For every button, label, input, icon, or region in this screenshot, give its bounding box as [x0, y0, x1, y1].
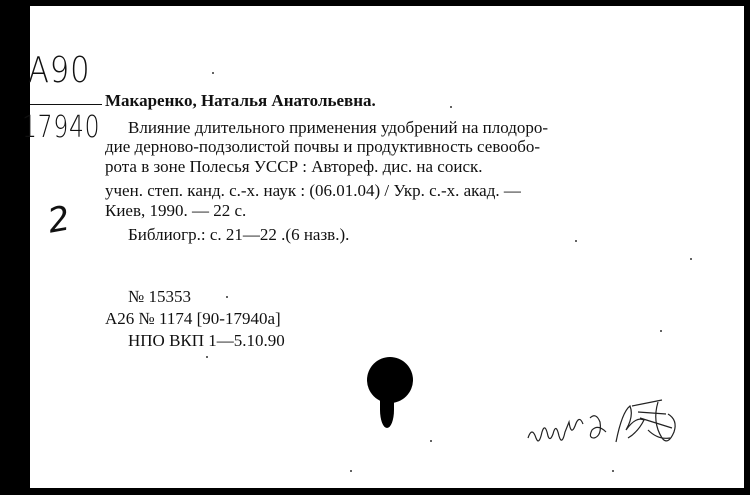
- shelf-mark-top: А90: [28, 50, 91, 91]
- publisher-line: НПО ВКП 1—5.10.90: [128, 331, 285, 350]
- title-line: учен. степ. канд. с.-х. наук : (06.01.04) / Укр. с.-х. акад. —: [105, 181, 521, 200]
- scan-border-right: [744, 0, 750, 495]
- punch-hole-tail: [380, 398, 394, 428]
- title-line: Киев, 1990. — 22 с.: [105, 201, 247, 220]
- bibliography-note: Библиогр.: с. 21—22 .(6 назв.).: [128, 225, 350, 244]
- scan-border-left: [0, 0, 22, 495]
- author-heading: Макаренко, Наталья Анатольевна.: [105, 91, 376, 110]
- margin-mark: 2: [44, 198, 74, 242]
- classification-line: А26 № 1174 [90-17940а]: [105, 309, 281, 328]
- shelf-mark-underline: [30, 104, 102, 105]
- title-line: дие дерново-подзолистой почвы и продуктивность севообо-: [105, 137, 541, 156]
- registration-number: № 15353: [128, 287, 191, 306]
- title-line: Влияние длительного применения удобрений на плодоро-: [128, 118, 549, 137]
- scan-border-top: [0, 0, 750, 6]
- punch-hole: [367, 357, 413, 403]
- title-line: рота в зоне Полесья УССР : Автореф. дис. на соиск.: [105, 157, 483, 176]
- shelf-mark-bottom: 17940: [22, 110, 101, 145]
- scan-border-bottom: [0, 488, 750, 495]
- handwritten-signature: [520, 398, 690, 458]
